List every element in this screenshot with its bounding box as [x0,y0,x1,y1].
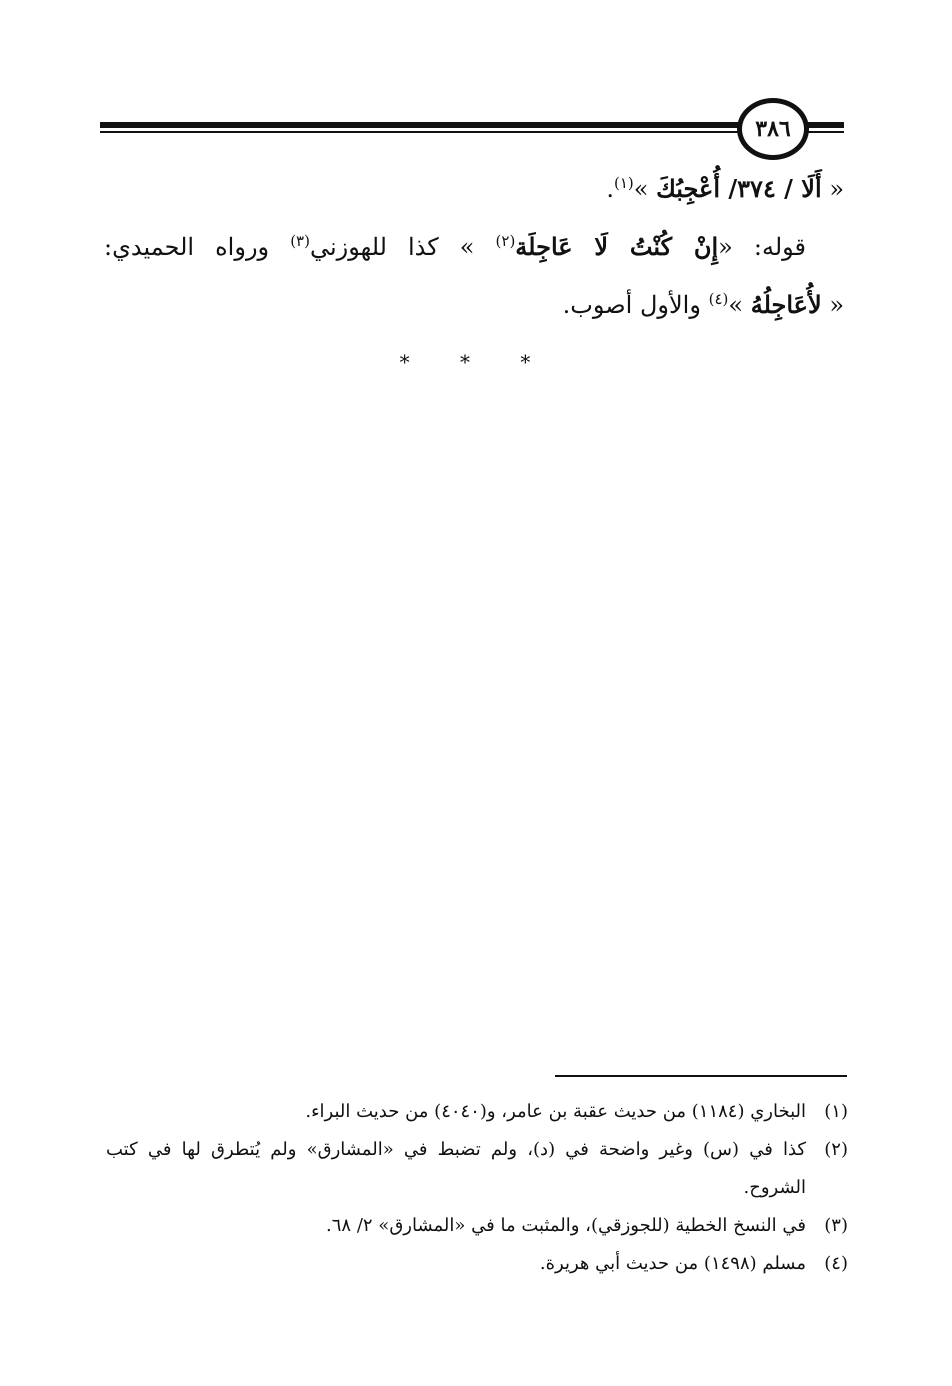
header-rule-right-thick [808,122,844,128]
footnote-number: (٤) [824,1253,848,1274]
page-number-badge [737,98,809,160]
footnote-ref-1[interactable]: (١) [613,174,634,192]
footnote-item [106,1131,848,1207]
footnote-item [106,1207,848,1245]
footnote-text: مسلم (١٤٩٨) من حديث أبي هريرة. [539,1253,806,1274]
footnote-ref-2[interactable]: (٢) [495,232,516,250]
section-separator: * * * [399,350,553,374]
quote-open: « [829,175,844,203]
page-header [100,98,845,162]
header-rule-right-thin [808,131,844,133]
footnote-number: (١) [824,1101,848,1122]
footnote-number: (٣) [824,1215,848,1236]
body-line-1 [104,160,844,218]
line-3-suffix: والأول أصوب. [562,291,701,319]
quoted-phrase-2: إِنْ كُنْتُ لَا عَاجِلَة [515,232,719,261]
line-end: . [606,175,614,203]
body-paragraph [104,218,844,276]
header-rule-thin [100,131,740,133]
footnote-text: البخاري (١١٨٤) من حديث عقبة بن عامر، و(٤٠٤٠) من حديث البراء. [305,1101,806,1122]
main-text [104,160,844,334]
footnotes [106,1093,848,1283]
quoted-phrase: أَلَا / ٣٧٤/ أُعْجِبُكَ [656,174,822,203]
page-number: ٣٨٦ [755,116,791,142]
paragraph-prefix: قوله: « [718,233,807,261]
footnote-number: (٢) [824,1139,848,1160]
footnote-text: كذا في (س) وغير واضحة في (د)، ولم تضبط في «المشارق» ولم يُتطرق لها في كتب الشروح. [106,1139,806,1198]
footnote-ref-3[interactable]: (٣) [290,232,310,250]
body-line-3 [104,276,844,334]
quote-close-3: » [728,291,744,319]
paragraph-suffix: ورواه الحميدي: [104,233,270,261]
quoted-phrase-3: لأُعَاجِلُهُ [750,290,822,319]
paragraph-middle: » كذا للهوزني [309,233,475,261]
quote-close: » [633,175,649,203]
footnote-divider [555,1075,847,1077]
header-rule-thick [100,122,740,128]
footnote-item [106,1093,848,1131]
quote-open-3: « [829,291,844,319]
footnote-ref-4[interactable]: (٤) [708,290,729,308]
footnote-item [106,1245,848,1283]
footnote-text: في النسخ الخطية (للجوزقي)، والمثبت ما في «المشارق» ٢/ ٦٨. [326,1215,806,1236]
